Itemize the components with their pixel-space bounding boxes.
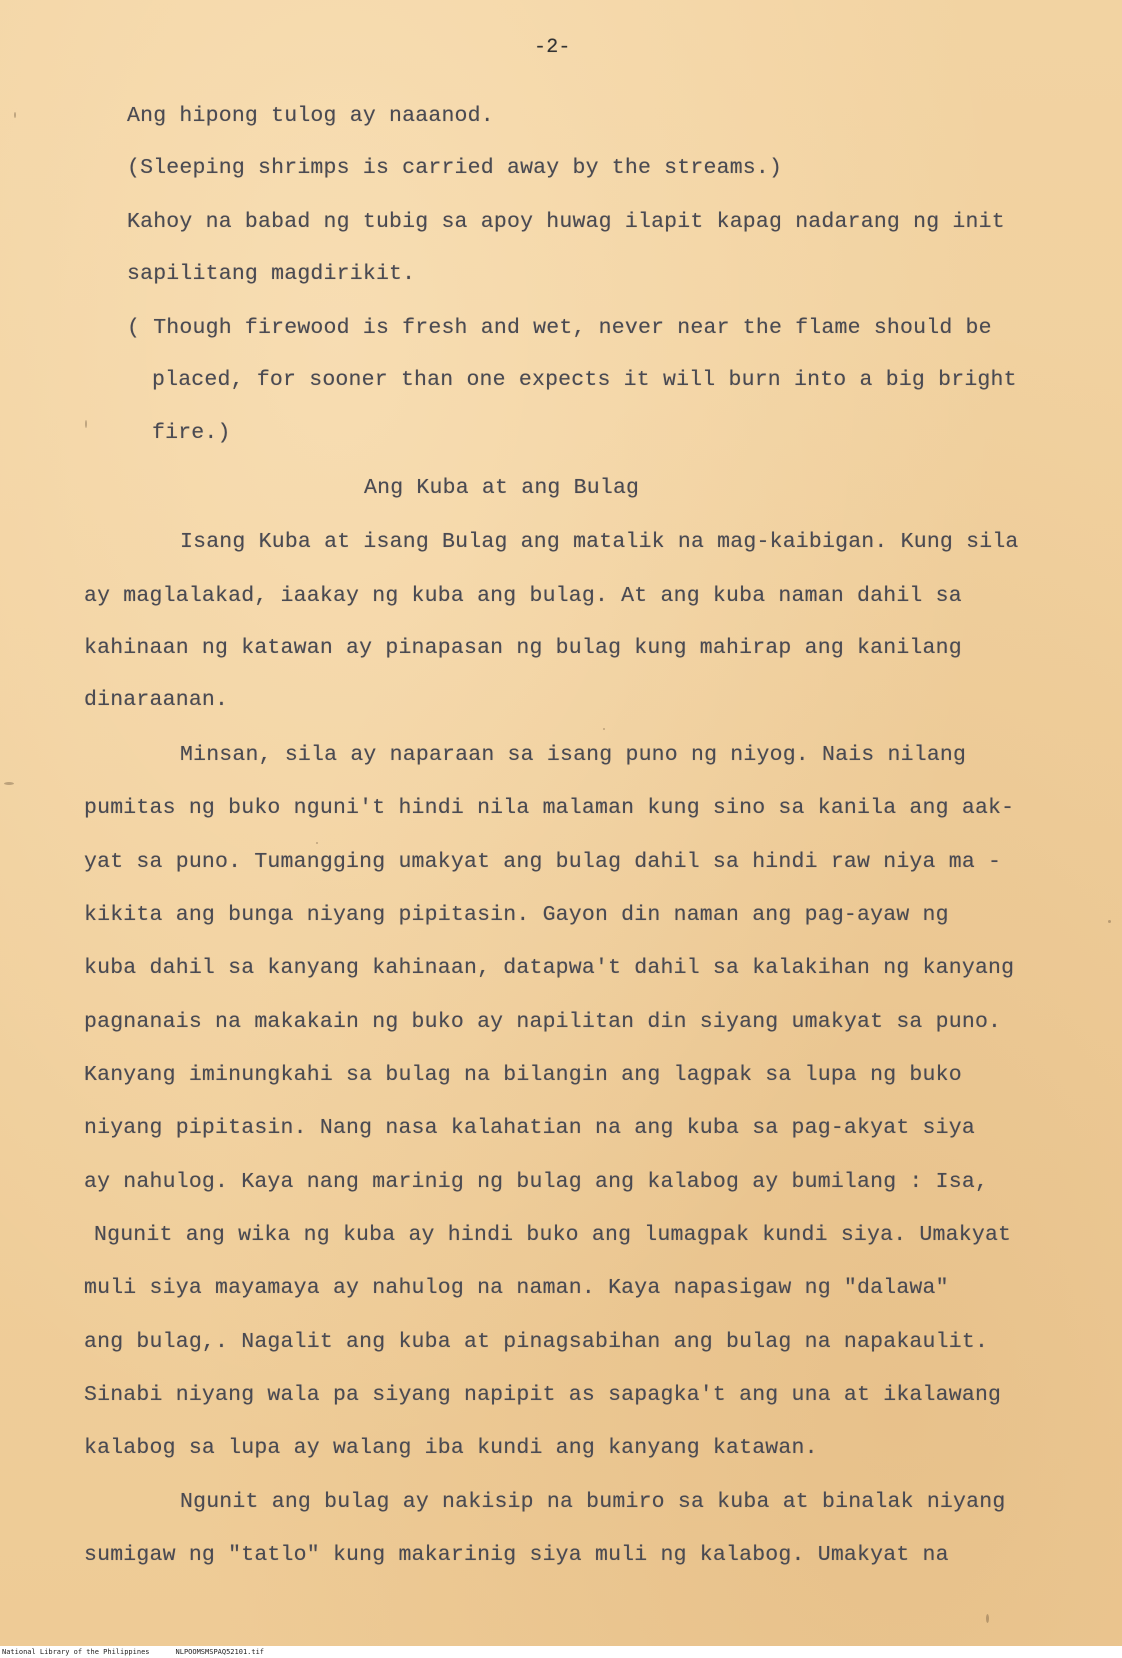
proverb-line: sapilitang magdirikit. (127, 262, 416, 286)
paper-speck (14, 112, 16, 118)
paragraph-line: sumigaw ng "tatlo" kung makarinig siya muli ng kalabog. Umakyat na (84, 1543, 949, 1567)
scan-footer (0, 1646, 1122, 1658)
paragraph-line: yat sa puno. Tumangging umakyat ang bulag dahil sa hindi raw niya ma - (84, 850, 1002, 874)
paragraph-line: pagnanais na makakain ng buko ay napilitan din siyang umakyat sa puno. (84, 1010, 1002, 1034)
paragraph-line: muli siya mayamaya ay nahulog na naman. Kaya napasigaw ng "dalawa" (84, 1276, 949, 1300)
proverb-line: Kahoy na babad ng tubig sa apoy huwag ilapit kapag nadarang ng init (127, 210, 1005, 234)
footer-library: National Library of the Philippines (2, 1648, 150, 1656)
paragraph-line: Sinabi niyang wala pa siyang napipit as sapagka't ang una at ikalawang (84, 1383, 1002, 1407)
paper-speck (603, 728, 605, 730)
paragraph-line: Kanyang iminungkahi sa bulag na bilangin ang lagpak sa lupa ng buko (84, 1063, 962, 1087)
paper-speck (1108, 920, 1111, 923)
paper-speck (316, 842, 318, 844)
translation-line: ( Though firewood is fresh and wet, never near the flame should be (127, 316, 992, 340)
paragraph-line: Ngunit ang bulag ay nakisip na bumiro sa kuba at binalak niyang (180, 1490, 1006, 1514)
paragraph-line: Isang Kuba at isang Bulag ang matalik na mag-kaibigan. Kung sila (180, 530, 1019, 554)
story-title: Ang Kuba at ang Bulag (364, 476, 640, 500)
paragraph-line: ay maglalakad, iaakay ng kuba ang bulag. At ang kuba naman dahil sa (84, 584, 962, 608)
page-number: -2- (534, 36, 571, 59)
paragraph-line: Ngunit ang wika ng kuba ay hindi buko ang lumagpak kundi siya. Umakyat (94, 1223, 1012, 1247)
footer-filename: NLPOOMSMSPAQ52101.tif (175, 1648, 265, 1656)
paper-speck (85, 420, 87, 428)
paper-speck (4, 782, 14, 785)
paragraph-line: Minsan, sila ay naparaan sa isang puno ng niyog. Nais nilang (180, 743, 967, 767)
paragraph-line: kikita ang bunga niyang pipitasin. Gayon din naman ang pag-ayaw ng (84, 903, 949, 927)
paragraph-line: kahinaan ng katawan ay pinapasan ng bulag kung mahirap ang kanilang (84, 636, 962, 660)
paper-speck (986, 1614, 989, 1623)
paragraph-line: pumitas ng buko nguni't hindi nila malaman kung sino sa kanila ang aak- (84, 796, 1015, 820)
translation-line: placed, for sooner than one expects it will burn into a big bright (152, 368, 1017, 392)
translation-line: fire.) (152, 421, 231, 445)
proverb-line: Ang hipong tulog ay naaanod. (127, 104, 494, 128)
paragraph-line: kalabog sa lupa ay walang iba kundi ang kanyang katawan. (84, 1436, 818, 1460)
paragraph-line: dinaraanan. (84, 688, 229, 712)
paragraph-line: niyang pipitasin. Nang nasa kalahatian na ang kuba sa pag-akyat siya (84, 1116, 975, 1140)
paragraph-line: kuba dahil sa kanyang kahinaan, datapwa't dahil sa kalakihan ng kanyang (84, 956, 1015, 980)
paragraph-line: ay nahulog. Kaya nang marinig ng bulag ang kalabog ay bumilang : Isa, (84, 1170, 989, 1194)
translation-line: (Sleeping shrimps is carried away by the streams.) (127, 156, 783, 180)
paragraph-line: ang bulag,. Nagalit ang kuba at pinagsabihan ang bulag na napakaulit. (84, 1330, 989, 1354)
